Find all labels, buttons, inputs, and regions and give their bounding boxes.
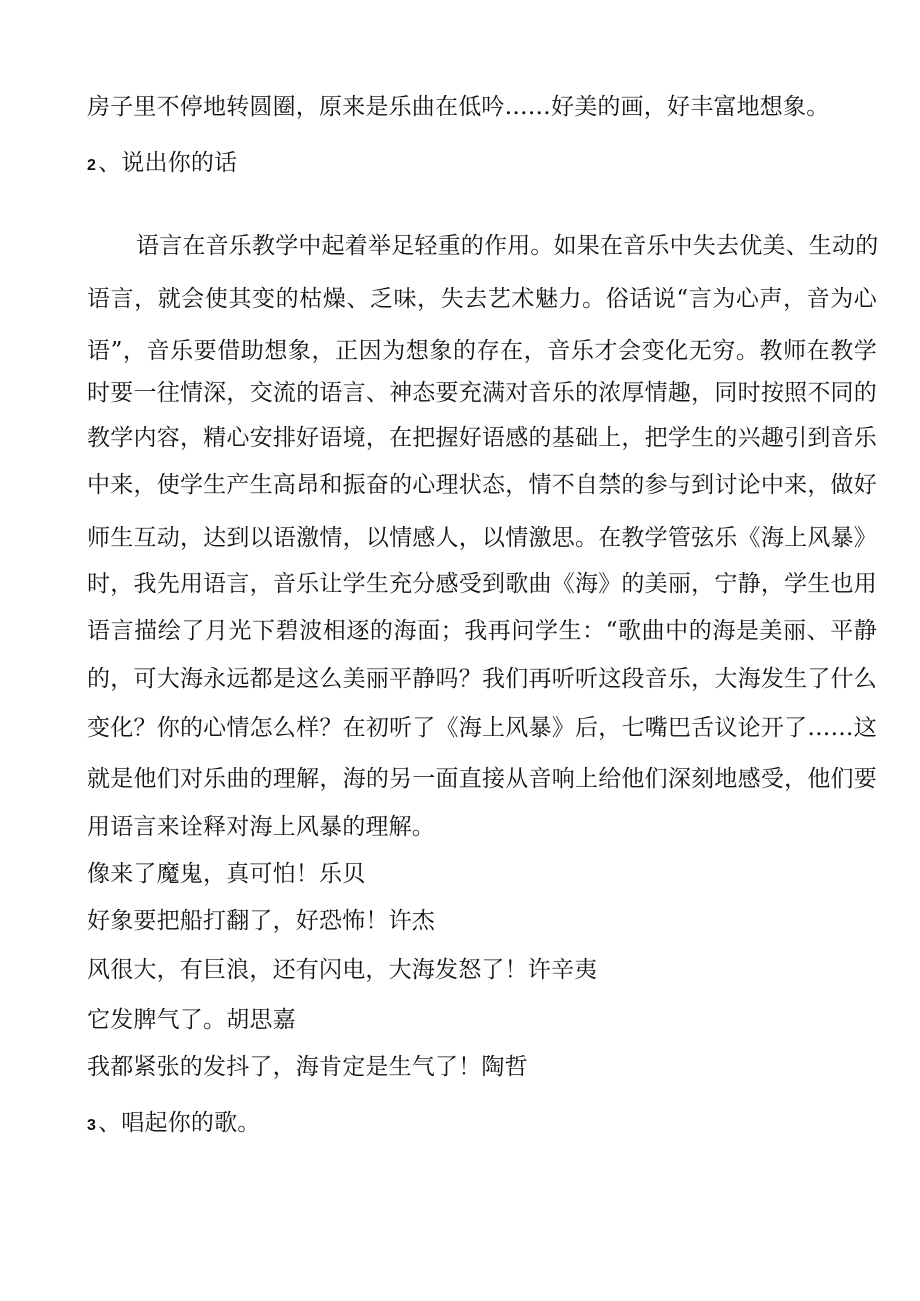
quote-line: 风很大，有巨浪，还有闪电，大海发怒了！许辛夷 — [87, 957, 598, 983]
paragraph-line: 用语言来诠释对海上风暴的理解。 — [87, 814, 435, 840]
section-3-number: 3 — [87, 1117, 97, 1134]
section-3-title: 、唱起你的歌。 — [98, 1110, 261, 1136]
paragraph-line: 语言，就会使其变的枯燥、乏味，失去艺术魅力。俗话说“言为心声，音为心 — [87, 286, 877, 312]
paragraph-line: 时要一往情深，交流的语言、神态要充满对音乐的浓厚情趣，同时按照不同的 — [87, 380, 877, 406]
paragraph-line: 语”，音乐要借助想象，正因为想象的存在，音乐才会变化无穷。教师在教学 — [87, 338, 877, 364]
paragraph-line: 师生互动，达到以语激情，以情感人，以情激思。在教学管弦乐《海上风暴》 — [87, 525, 877, 551]
quote-line: 像来了魔鬼，真可怕！乐贝 — [87, 861, 366, 887]
quote-line: 我都紧张的发抖了，海肯定是生气了！陶哲 — [87, 1054, 528, 1080]
top-line: 房子里不停地转圆圈，原来是乐曲在低吟……好美的画，好丰富地想象。 — [87, 94, 830, 120]
quote-line: 好象要把船打翻了，好恐怖！许杰 — [87, 908, 435, 934]
paragraph-line: 的，可大海永远都是这么美丽平静吗？我们再听听这段音乐，大海发生了什么 — [87, 666, 877, 692]
paragraph-line: 中来，使学生产生高昂和振奋的心理状态，情不自禁的参与到讨论中来，做好 — [87, 472, 877, 498]
section-2-title: 、说出你的话 — [98, 150, 238, 176]
section-2-heading — [87, 148, 237, 181]
paragraph-line: 就是他们对乐曲的理解，海的另一面直接从音响上给他们深刻地感受，他们要 — [87, 766, 877, 792]
paragraph-line: 语言描绘了月光下碧波相逐的海面；我再问学生：“歌曲中的海是美丽、平静 — [87, 618, 877, 644]
paragraph-line: 变化？你的心情怎么样？在初听了《海上风暴》后，七嘴巴舌议论开了……这 — [87, 715, 877, 741]
paragraph-line: 时，我先用语言，音乐让学生充分感受到歌曲《海》的美丽，宁静，学生也用 — [87, 571, 877, 597]
section-3-heading — [87, 1108, 261, 1141]
quote-line: 它发脾气了。胡思嘉 — [87, 1007, 296, 1033]
section-2-number: 2 — [87, 157, 97, 174]
paragraph-line: 语言在音乐教学中起着举足轻重的作用。如果在音乐中失去优美、生动的 — [136, 233, 879, 259]
paragraph-line: 教学内容，精心安排好语境，在把握好语感的基础上，把学生的兴趣引到音乐 — [87, 425, 877, 451]
